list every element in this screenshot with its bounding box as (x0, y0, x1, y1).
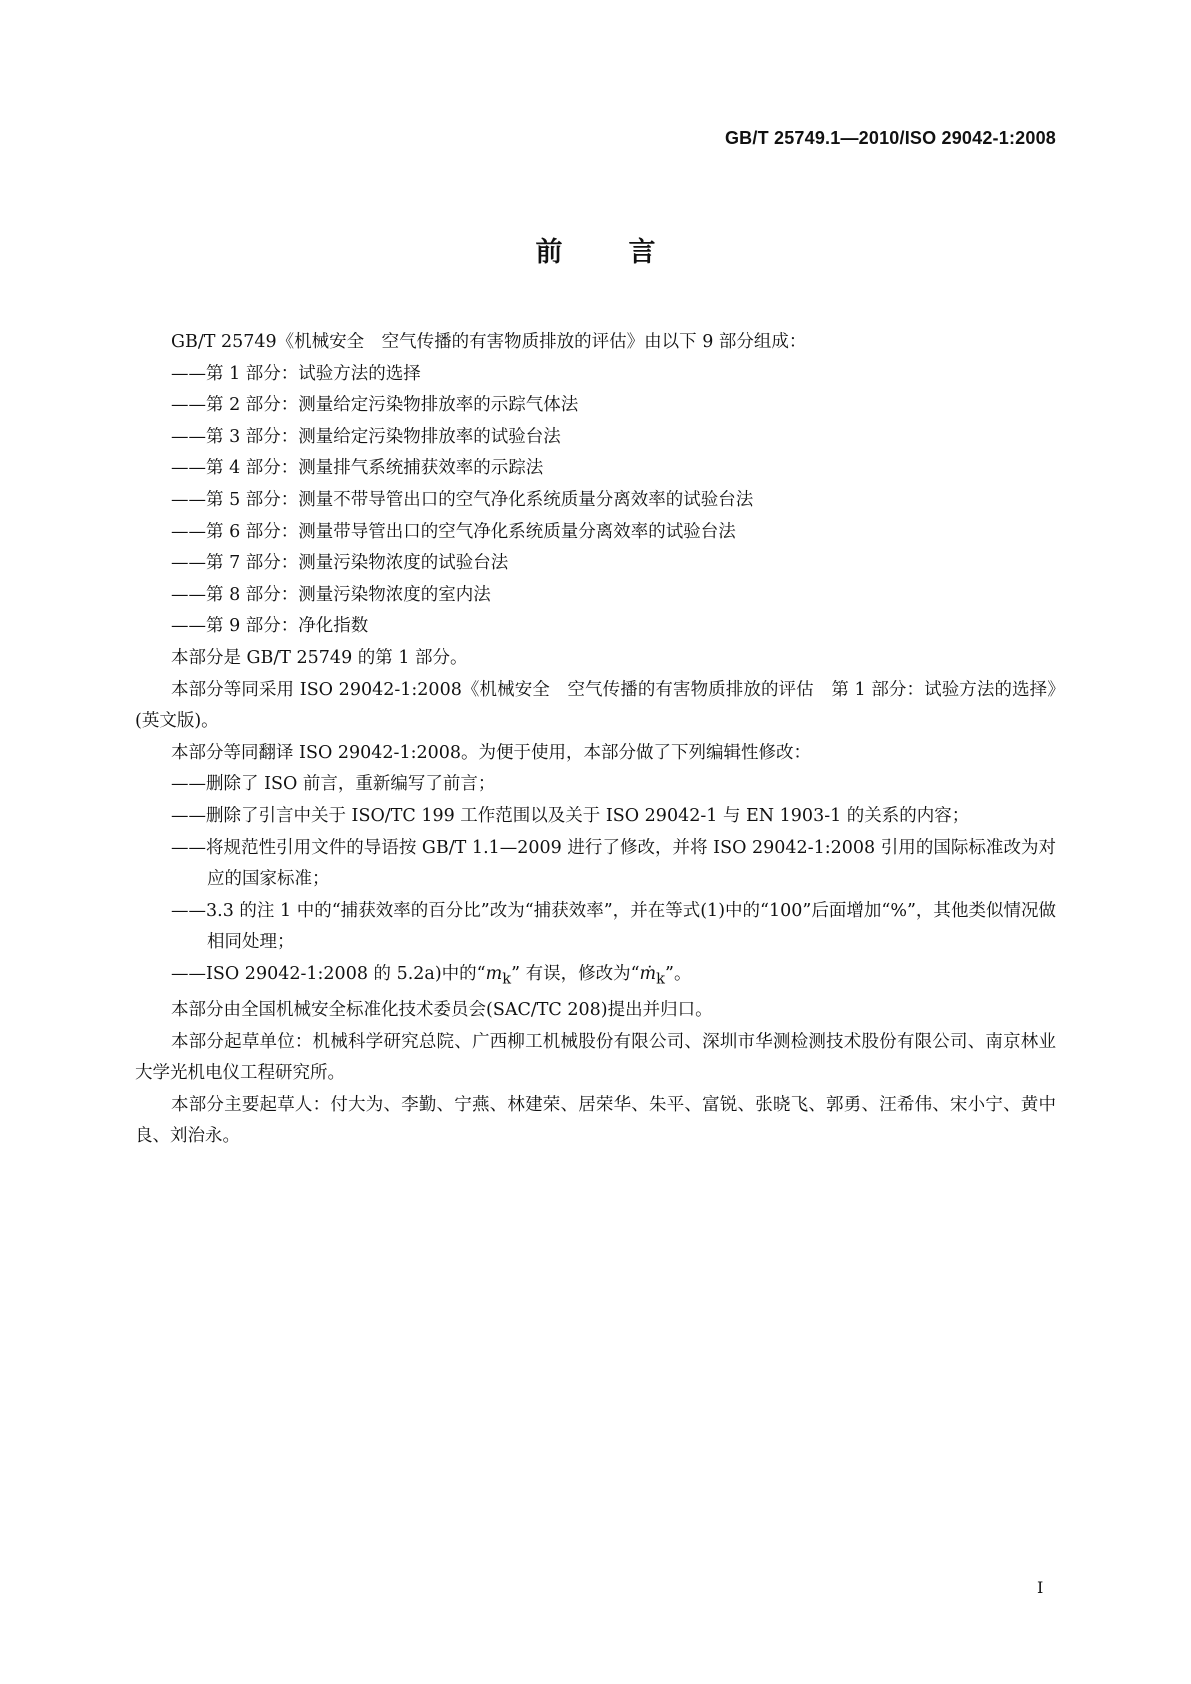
subscript-k: k (502, 970, 512, 988)
modification-item: ——删除了 ISO 前言，重新编写了前言； (171, 774, 496, 795)
proposer-paragraph: 本部分由全国机械安全标准化技术委员会(SAC/TC 208)提出并归口。 (171, 999, 713, 1020)
translation-paragraph: 本部分等同翻译 ISO 29042-1:2008。为便于使用，本部分做了下列编辑性修改： (171, 742, 812, 763)
standard-code: GB/T 25749.1—2010/ISO 29042-1:2008 (724, 128, 1056, 148)
mod-prefix: ——ISO 29042-1:2008 的 5.2a)中的“ (171, 963, 486, 984)
part-list-item: ——第 8 部分：测量污染物浓度的室内法 (171, 584, 491, 605)
intro-paragraph: GB/T 25749《机械安全 空气传播的有害物质排放的评估》由以下 9 部分组成： (171, 332, 807, 352)
part-list-item: ——第 6 部分：测量带导管出口的空气净化系统质量分离效率的试验台法 (171, 521, 736, 542)
drafters-paragraph: 本部分主要起草人：付大为、李勤、宁燕、林建荣、居荣华、朱平、富锐、张晓飞、郭勇、汪希伟、宋小宁、黄中良、刘治永。 (135, 1094, 1056, 1147)
part-statement: 本部分是 GB/T 25749 的第 1 部分。 (171, 647, 468, 668)
part-list-item: ——第 5 部分：测量不带导管出口的空气净化系统质量分离效率的试验台法 (171, 489, 754, 510)
adoption-paragraph: 本部分等同采用 ISO 29042-1:2008《机械安全 空气传播的有害物质排放的评估 第 1 部分：试验方法的选择》(英文版)。 (135, 679, 1056, 732)
page-title (0, 230, 1191, 269)
part-list-item: ——第 4 部分：测量排气系统捕获效率的示踪法 (171, 458, 544, 479)
part-list-item: ——第 3 部分：测量给定污染物排放率的试验台法 (171, 426, 561, 447)
subscript-k-2: k (656, 970, 665, 988)
symbol-m: m (485, 963, 503, 984)
drafting-units-paragraph: 本部分起草单位：机械科学研究总院、广西柳工机械股份有限公司、深圳市华测检测技术股份有限公司、南京林业大学光机电仪工程研究所。 (135, 1031, 1056, 1084)
part-list-item: ——第 9 部分：净化指数 (171, 616, 369, 637)
mod-suffix: ”。 (665, 963, 692, 984)
modification-item: ——删除了引言中关于 ISO/TC 199 工作范围以及关于 ISO 29042-1 与 EN 1903-1 的关系的内容； (171, 805, 970, 826)
modification-item: ——将规范性引用文件的导语按 GB/T 1.1—2009 进行了修改，并将 ISO 29042-1:2008 引用的国际标准改为对应的国家标准； (171, 837, 1056, 890)
symbol-m-dot: ṁ (639, 963, 657, 984)
part-list-item: ——第 1 部分：试验方法的选择 (171, 363, 421, 384)
mod-middle: ” 有误，修改为“ (511, 963, 640, 984)
foreword-body (135, 327, 1056, 1153)
modification-item: ——3.3 的注 1 中的“捕获效率的百分比”改为“捕获效率”，并在等式(1)中的“100”后面增加“%”，其他类似情况做相同处理； (171, 900, 1056, 953)
part-list-item: ——第 7 部分：测量污染物浓度的试验台法 (171, 553, 509, 574)
title-char-2: 言 (628, 237, 656, 268)
page-number: I (1037, 1578, 1044, 1597)
title-char-1: 前 (535, 237, 563, 268)
part-list-item: ——第 2 部分：测量给定污染物排放率的示踪气体法 (171, 395, 579, 416)
modification-item-symbol (135, 959, 1056, 995)
